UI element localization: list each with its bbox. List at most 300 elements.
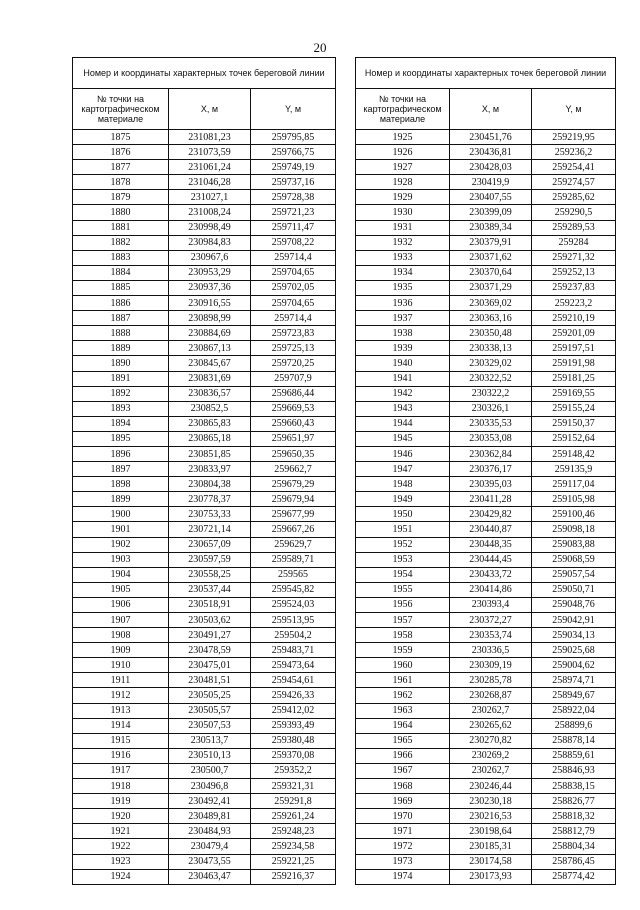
cell-point-number: 1907 <box>73 613 169 628</box>
cell-y: 259704,65 <box>251 296 336 311</box>
cell-x: 230503,62 <box>169 613 251 628</box>
cell-y: 259210,19 <box>532 311 616 326</box>
table-row <box>73 597 336 612</box>
cell-y: 259135,9 <box>532 462 616 477</box>
cell-y: 259679,94 <box>251 492 336 507</box>
cell-point-number: 1905 <box>73 582 169 597</box>
cell-point-number: 1961 <box>356 673 450 688</box>
table-row <box>73 431 336 446</box>
cell-y: 259048,76 <box>532 597 616 612</box>
cell-x: 230967,6 <box>169 250 251 265</box>
cell-point-number: 1939 <box>356 341 450 356</box>
cell-x: 230489,81 <box>169 809 251 824</box>
table-row <box>356 446 616 461</box>
cell-y: 259651,97 <box>251 431 336 446</box>
column-header-x: X, м <box>169 89 251 130</box>
cell-y: 259025,68 <box>532 643 616 658</box>
cell-y: 258774,42 <box>532 869 616 884</box>
cell-point-number: 1932 <box>356 235 450 250</box>
cell-point-number: 1876 <box>73 145 169 160</box>
table-row <box>73 688 336 703</box>
cell-x: 230721,14 <box>169 522 251 537</box>
cell-x: 230507,53 <box>169 718 251 733</box>
cell-point-number: 1892 <box>73 386 169 401</box>
table-row <box>356 190 616 205</box>
cell-y: 259524,03 <box>251 597 336 612</box>
cell-point-number: 1884 <box>73 265 169 280</box>
cell-point-number: 1923 <box>73 854 169 869</box>
table-row <box>73 673 336 688</box>
table-row <box>356 462 616 477</box>
cell-y: 259098,18 <box>532 522 616 537</box>
table-row <box>73 175 336 190</box>
cell-x: 230433,72 <box>450 567 532 582</box>
cell-x: 230884,69 <box>169 326 251 341</box>
cell-y: 259221,25 <box>251 854 336 869</box>
cell-point-number: 1935 <box>356 280 450 295</box>
column-header-point: № точки на картографическом материале <box>73 89 169 130</box>
cell-point-number: 1941 <box>356 371 450 386</box>
cell-y: 258818,32 <box>532 809 616 824</box>
cell-point-number: 1918 <box>73 779 169 794</box>
cell-x: 230362,84 <box>450 446 532 461</box>
cell-x: 230475,01 <box>169 658 251 673</box>
table-row <box>73 145 336 160</box>
table-row <box>356 643 616 658</box>
cell-point-number: 1942 <box>356 386 450 401</box>
table-row <box>73 401 336 416</box>
cell-y: 259660,43 <box>251 416 336 431</box>
cell-y: 259545,82 <box>251 582 336 597</box>
cell-x: 230831,69 <box>169 371 251 386</box>
table-row <box>356 311 616 326</box>
cell-point-number: 1910 <box>73 658 169 673</box>
cell-y: 259473,64 <box>251 658 336 673</box>
cell-x: 230363,16 <box>450 311 532 326</box>
cell-x: 230246,44 <box>450 779 532 794</box>
cell-y: 258838,15 <box>532 779 616 794</box>
table-row <box>73 537 336 552</box>
cell-x: 230174,58 <box>450 854 532 869</box>
table-row <box>356 477 616 492</box>
cell-y: 258826,77 <box>532 794 616 809</box>
table-row <box>73 824 336 839</box>
cell-point-number: 1955 <box>356 582 450 597</box>
cell-point-number: 1911 <box>73 673 169 688</box>
cell-x: 230395,03 <box>450 477 532 492</box>
cell-point-number: 1898 <box>73 477 169 492</box>
table-row <box>73 492 336 507</box>
cell-y: 258974,71 <box>532 673 616 688</box>
cell-y: 259223,2 <box>532 296 616 311</box>
cell-x: 230984,83 <box>169 235 251 250</box>
table-row <box>73 326 336 341</box>
table-row <box>356 265 616 280</box>
cell-x: 230262,7 <box>450 763 532 778</box>
cell-x: 230350,48 <box>450 326 532 341</box>
table-row <box>356 280 616 295</box>
table-row <box>356 748 616 763</box>
cell-y: 259034,13 <box>532 628 616 643</box>
cell-point-number: 1890 <box>73 356 169 371</box>
table-row <box>356 356 616 371</box>
cell-y: 259565 <box>251 567 336 582</box>
cell-point-number: 1965 <box>356 733 450 748</box>
cell-y: 259749,19 <box>251 160 336 175</box>
cell-x: 230336,5 <box>450 643 532 658</box>
table-row <box>356 431 616 446</box>
cell-point-number: 1973 <box>356 854 450 869</box>
cell-point-number: 1938 <box>356 326 450 341</box>
cell-x: 230491,27 <box>169 628 251 643</box>
cell-x: 230414,86 <box>450 582 532 597</box>
table-row <box>356 718 616 733</box>
column-header-x: X, м <box>450 89 532 130</box>
cell-point-number: 1912 <box>73 688 169 703</box>
cell-x: 230479,4 <box>169 839 251 854</box>
cell-x: 230326,1 <box>450 401 532 416</box>
cell-x: 230898,99 <box>169 311 251 326</box>
cell-y: 259728,38 <box>251 190 336 205</box>
cell-x: 230268,87 <box>450 688 532 703</box>
cell-y: 259057,54 <box>532 567 616 582</box>
table-row <box>356 794 616 809</box>
cell-y: 259254,41 <box>532 160 616 175</box>
table-row <box>73 552 336 567</box>
cell-point-number: 1963 <box>356 703 450 718</box>
cell-y: 258922,04 <box>532 703 616 718</box>
cell-x: 230309,19 <box>450 658 532 673</box>
table-row <box>73 190 336 205</box>
table-row <box>73 341 336 356</box>
cell-y: 259234,58 <box>251 839 336 854</box>
cell-point-number: 1929 <box>356 190 450 205</box>
cell-point-number: 1943 <box>356 401 450 416</box>
cell-point-number: 1970 <box>356 809 450 824</box>
cell-x: 231046,28 <box>169 175 251 190</box>
cell-x: 231061,24 <box>169 160 251 175</box>
cell-point-number: 1904 <box>73 567 169 582</box>
cell-y: 259289,53 <box>532 220 616 235</box>
table-row <box>356 854 616 869</box>
cell-x: 230778,37 <box>169 492 251 507</box>
cell-y: 259274,57 <box>532 175 616 190</box>
cell-x: 230419,9 <box>450 175 532 190</box>
cell-x: 230492,41 <box>169 794 251 809</box>
cell-y: 259352,2 <box>251 763 336 778</box>
cell-y: 259169,55 <box>532 386 616 401</box>
table-row <box>356 522 616 537</box>
cell-y: 258812,79 <box>532 824 616 839</box>
table-body-left <box>73 130 336 885</box>
cell-point-number: 1889 <box>73 341 169 356</box>
cell-x: 230428,03 <box>450 160 532 175</box>
cell-x: 230833,97 <box>169 462 251 477</box>
table-row <box>356 220 616 235</box>
cell-x: 231081,23 <box>169 130 251 145</box>
cell-x: 230379,91 <box>450 235 532 250</box>
table-row <box>356 809 616 824</box>
cell-x: 230916,55 <box>169 296 251 311</box>
cell-y: 259155,24 <box>532 401 616 416</box>
cell-point-number: 1967 <box>356 763 450 778</box>
cell-point-number: 1964 <box>356 718 450 733</box>
table-row <box>356 235 616 250</box>
cell-x: 230262,7 <box>450 703 532 718</box>
cell-point-number: 1947 <box>356 462 450 477</box>
cell-x: 230484,93 <box>169 824 251 839</box>
table-row <box>73 522 336 537</box>
cell-x: 230753,33 <box>169 507 251 522</box>
cell-y: 259004,62 <box>532 658 616 673</box>
cell-point-number: 1969 <box>356 794 450 809</box>
cell-y: 259513,95 <box>251 613 336 628</box>
table-row <box>356 869 616 884</box>
table-row <box>356 401 616 416</box>
cell-point-number: 1956 <box>356 597 450 612</box>
cell-y: 259271,32 <box>532 250 616 265</box>
cell-y: 259714,4 <box>251 311 336 326</box>
cell-x: 230335,53 <box>450 416 532 431</box>
cell-point-number: 1878 <box>73 175 169 190</box>
cell-x: 230558,25 <box>169 567 251 582</box>
cell-x: 230322,2 <box>450 386 532 401</box>
cell-point-number: 1883 <box>73 250 169 265</box>
cell-y: 259707,9 <box>251 371 336 386</box>
table-row <box>356 824 616 839</box>
cell-point-number: 1913 <box>73 703 169 718</box>
table-row <box>73 839 336 854</box>
cell-y: 259181,25 <box>532 371 616 386</box>
cell-point-number: 1946 <box>356 446 450 461</box>
cell-point-number: 1940 <box>356 356 450 371</box>
cell-y: 259686,44 <box>251 386 336 401</box>
cell-x: 230389,34 <box>450 220 532 235</box>
table-row <box>73 628 336 643</box>
cell-y: 259285,62 <box>532 190 616 205</box>
cell-y: 259679,29 <box>251 477 336 492</box>
cell-x: 230852,5 <box>169 401 251 416</box>
table-row <box>356 567 616 582</box>
cell-y: 259662,7 <box>251 462 336 477</box>
cell-y: 259454,61 <box>251 673 336 688</box>
cell-x: 230265,62 <box>450 718 532 733</box>
cell-y: 259504,2 <box>251 628 336 643</box>
cell-y: 259412,02 <box>251 703 336 718</box>
cell-x: 230411,28 <box>450 492 532 507</box>
table-row <box>356 597 616 612</box>
cell-y: 259290,5 <box>532 205 616 220</box>
cell-y: 259100,46 <box>532 507 616 522</box>
cell-y: 259708,22 <box>251 235 336 250</box>
cell-x: 230322,52 <box>450 371 532 386</box>
cell-y: 259083,88 <box>532 537 616 552</box>
table-row <box>73 477 336 492</box>
cell-point-number: 1906 <box>73 597 169 612</box>
table-row <box>73 296 336 311</box>
cell-x: 230518,91 <box>169 597 251 612</box>
cell-point-number: 1949 <box>356 492 450 507</box>
cell-point-number: 1962 <box>356 688 450 703</box>
cell-point-number: 1900 <box>73 507 169 522</box>
cell-x: 231008,24 <box>169 205 251 220</box>
cell-y: 259237,83 <box>532 280 616 295</box>
table-row <box>356 537 616 552</box>
table-row <box>356 658 616 673</box>
table-row <box>73 733 336 748</box>
cell-y: 258786,45 <box>532 854 616 869</box>
cell-y: 259589,71 <box>251 552 336 567</box>
cell-point-number: 1880 <box>73 205 169 220</box>
table-row <box>73 718 336 733</box>
cell-y: 259426,33 <box>251 688 336 703</box>
cell-point-number: 1948 <box>356 477 450 492</box>
cell-point-number: 1957 <box>356 613 450 628</box>
cell-x: 230510,13 <box>169 748 251 763</box>
table-row <box>356 613 616 628</box>
cell-point-number: 1954 <box>356 567 450 582</box>
table-body-right <box>356 130 616 885</box>
cell-point-number: 1887 <box>73 311 169 326</box>
cell-x: 230216,53 <box>450 809 532 824</box>
cell-point-number: 1903 <box>73 552 169 567</box>
cell-point-number: 1951 <box>356 522 450 537</box>
cell-point-number: 1922 <box>73 839 169 854</box>
cell-point-number: 1952 <box>356 537 450 552</box>
cell-point-number: 1959 <box>356 643 450 658</box>
cell-point-number: 1950 <box>356 507 450 522</box>
table-row <box>356 326 616 341</box>
cell-x: 230836,57 <box>169 386 251 401</box>
cell-x: 230329,02 <box>450 356 532 371</box>
cell-y: 259720,25 <box>251 356 336 371</box>
cell-y: 258899,6 <box>532 718 616 733</box>
cell-x: 230481,51 <box>169 673 251 688</box>
cell-x: 230865,18 <box>169 431 251 446</box>
cell-y: 258804,34 <box>532 839 616 854</box>
cell-point-number: 1966 <box>356 748 450 763</box>
cell-y: 259050,71 <box>532 582 616 597</box>
cell-y: 259370,08 <box>251 748 336 763</box>
cell-y: 259629,7 <box>251 537 336 552</box>
table-row <box>73 748 336 763</box>
table-row <box>73 582 336 597</box>
cell-x: 230436,81 <box>450 145 532 160</box>
cell-y: 259152,64 <box>532 431 616 446</box>
cell-point-number: 1926 <box>356 145 450 160</box>
table-row <box>73 371 336 386</box>
cell-y: 259711,47 <box>251 220 336 235</box>
cell-y: 259704,65 <box>251 265 336 280</box>
column-header-point: № точки на картографическом материале <box>356 89 450 130</box>
cell-x: 230198,64 <box>450 824 532 839</box>
cell-x: 230370,64 <box>450 265 532 280</box>
table-row <box>73 446 336 461</box>
cell-y: 259380,48 <box>251 733 336 748</box>
cell-point-number: 1972 <box>356 839 450 854</box>
cell-y: 259261,24 <box>251 809 336 824</box>
table-row <box>356 628 616 643</box>
cell-point-number: 1933 <box>356 250 450 265</box>
table-row <box>73 507 336 522</box>
cell-y: 259291,8 <box>251 794 336 809</box>
cell-x: 230399,09 <box>450 205 532 220</box>
cell-point-number: 1896 <box>73 446 169 461</box>
cell-y: 259723,83 <box>251 326 336 341</box>
column-header-y: Y, м <box>251 89 336 130</box>
cell-x: 230953,29 <box>169 265 251 280</box>
cell-y: 259219,95 <box>532 130 616 145</box>
cell-x: 230429,82 <box>450 507 532 522</box>
cell-x: 230657,09 <box>169 537 251 552</box>
table-row <box>73 854 336 869</box>
cell-x: 230463,47 <box>169 869 251 884</box>
cell-x: 230440,87 <box>450 522 532 537</box>
cell-point-number: 1920 <box>73 809 169 824</box>
cell-y: 259483,71 <box>251 643 336 658</box>
table-row <box>356 552 616 567</box>
cell-x: 230353,74 <box>450 628 532 643</box>
cell-y: 259650,35 <box>251 446 336 461</box>
cell-y: 259252,13 <box>532 265 616 280</box>
page-number: 20 <box>313 40 327 55</box>
cell-point-number: 1931 <box>356 220 450 235</box>
cell-x: 230285,78 <box>450 673 532 688</box>
cell-point-number: 1895 <box>73 431 169 446</box>
table-row <box>73 250 336 265</box>
table-row <box>73 643 336 658</box>
cell-y: 259669,53 <box>251 401 336 416</box>
column-header-y: Y, м <box>532 89 616 130</box>
cell-point-number: 1934 <box>356 265 450 280</box>
cell-point-number: 1885 <box>73 280 169 295</box>
cell-x: 230998,49 <box>169 220 251 235</box>
cell-point-number: 1915 <box>73 733 169 748</box>
cell-point-number: 1974 <box>356 869 450 884</box>
cell-point-number: 1937 <box>356 311 450 326</box>
cell-y: 259702,05 <box>251 280 336 295</box>
cell-y: 259677,99 <box>251 507 336 522</box>
cell-point-number: 1881 <box>73 220 169 235</box>
table-row <box>356 341 616 356</box>
table-row <box>73 703 336 718</box>
cell-point-number: 1901 <box>73 522 169 537</box>
cell-y: 259667,26 <box>251 522 336 537</box>
table-row <box>356 250 616 265</box>
cell-y: 259216,37 <box>251 869 336 884</box>
cell-x: 230407,55 <box>450 190 532 205</box>
table-row <box>73 869 336 884</box>
cell-x: 231027,1 <box>169 190 251 205</box>
table-title: Номер и координаты характерных точек береговой линии <box>356 58 616 89</box>
cell-point-number: 1928 <box>356 175 450 190</box>
cell-x: 230173,93 <box>450 869 532 884</box>
coordinates-table-left <box>72 57 336 885</box>
cell-x: 230505,25 <box>169 688 251 703</box>
cell-x: 230500,7 <box>169 763 251 778</box>
cell-point-number: 1893 <box>73 401 169 416</box>
coordinates-table-right <box>355 57 616 885</box>
cell-x: 230230,18 <box>450 794 532 809</box>
table-row <box>73 567 336 582</box>
table-row <box>356 130 616 145</box>
table-row <box>356 733 616 748</box>
cell-x: 230473,55 <box>169 854 251 869</box>
cell-y: 259393,49 <box>251 718 336 733</box>
table-row <box>73 794 336 809</box>
cell-y: 258949,67 <box>532 688 616 703</box>
cell-point-number: 1945 <box>356 431 450 446</box>
